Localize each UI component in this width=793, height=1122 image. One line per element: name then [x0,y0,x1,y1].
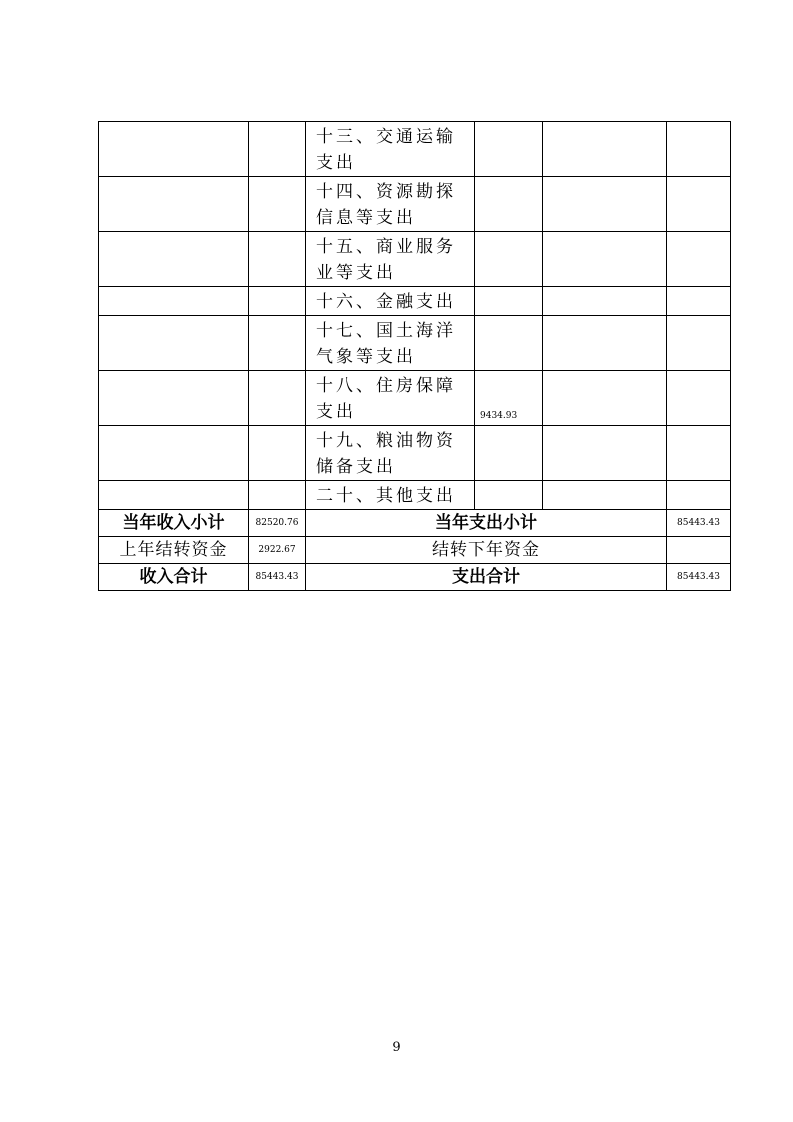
carryover-row [99,537,731,564]
table-cell [667,481,731,510]
table-cell [667,177,731,232]
table-cell [667,426,731,481]
table-cell [99,481,249,510]
table-cell [667,316,731,371]
table-cell [99,371,249,426]
carryover-out-label: 结转下年资金 [306,537,667,564]
table-cell [667,371,731,426]
table-cell [667,232,731,287]
carryover-in-label: 上年结转资金 [99,537,249,564]
expense-subtotal-value: 85443.43 [667,510,731,537]
table-cell [249,177,306,232]
table-cell [99,287,249,316]
table-cell [543,426,667,481]
table-cell [249,481,306,510]
table-cell [543,177,667,232]
table-row [99,316,731,371]
table-cell [99,122,249,177]
table-cell [249,316,306,371]
expense-item-value [475,316,543,371]
income-subtotal-value: 82520.76 [249,510,306,537]
expense-item-label: 二十、其他支出 [306,481,475,510]
budget-table [98,121,730,591]
total-row [99,564,731,591]
carryover-out-value [667,537,731,564]
expense-item-value [475,122,543,177]
income-subtotal-row [99,510,731,537]
expense-item-value: 9434.93 [475,371,543,426]
table-cell [543,122,667,177]
expense-item-label: 十九、粮油物资储备支出 [306,426,475,481]
expense-item-label: 十三、交通运输支出 [306,122,475,177]
income-total-label: 收入合计 [99,564,249,591]
expense-item-label: 十四、资源勘探信息等支出 [306,177,475,232]
income-subtotal-label: 当年收入小计 [99,510,249,537]
expense-item-label: 十七、国土海洋气象等支出 [306,316,475,371]
table-row [99,426,731,481]
carryover-in-value: 2922.67 [249,537,306,564]
table-cell [249,122,306,177]
table-row [99,177,731,232]
table-cell [667,122,731,177]
table-cell [99,426,249,481]
table-cell [99,232,249,287]
table-cell [543,287,667,316]
expense-item-value [475,177,543,232]
table-cell [667,287,731,316]
table-row [99,122,731,177]
table-cell [249,426,306,481]
table-cell [543,371,667,426]
table-cell [543,481,667,510]
expense-item-label: 十六、金融支出 [306,287,475,316]
expense-item-label: 十八、住房保障支出 [306,371,475,426]
table-cell [543,232,667,287]
table-row [99,287,731,316]
table-cell [249,371,306,426]
table-row [99,232,731,287]
table-cell [99,177,249,232]
page-number: 9 [392,1040,401,1055]
expense-total-label: 支出合计 [306,564,667,591]
table-cell [249,232,306,287]
expense-item-value [475,232,543,287]
expense-item-value [475,481,543,510]
income-total-value: 85443.43 [249,564,306,591]
table-cell [249,287,306,316]
expense-item-value [475,287,543,316]
table-cell [99,316,249,371]
expense-item-value [475,426,543,481]
table-cell [543,316,667,371]
table-row [99,481,731,510]
expense-subtotal-label: 当年支出小计 [306,510,667,537]
expense-item-label: 十五、商业服务业等支出 [306,232,475,287]
table-row [99,371,731,426]
expense-total-value: 85443.43 [667,564,731,591]
